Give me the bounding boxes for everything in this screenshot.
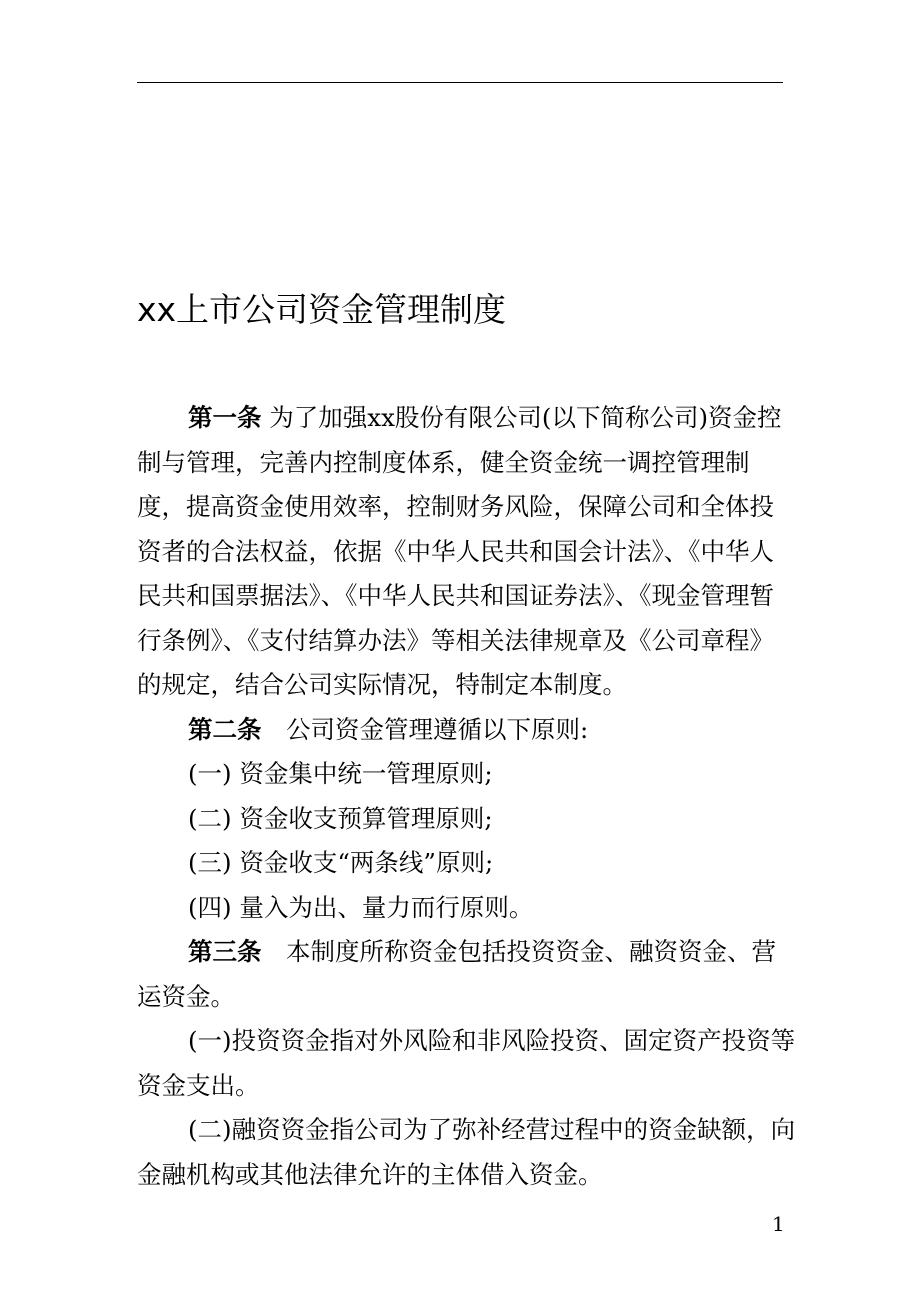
article-2-label: 第二条 — [188, 714, 262, 744]
article-3-clause-1: (一)投资资金指对外风险和非风险投资、固定资产投资等资金支出。 — [137, 1026, 796, 1100]
article-1 — [137, 396, 797, 708]
article-3 — [137, 930, 797, 1019]
article-2-text: 公司资金管理遵循以下原则: — [261, 714, 589, 744]
article-3-label: 第三条 — [188, 937, 262, 966]
principle-item: (一) 资金集中统一管理原则; — [188, 759, 493, 788]
article-2 — [137, 708, 797, 753]
principle-item: (二) 资金收支预算管理原则; — [188, 803, 493, 833]
article-3-clause-2: (二)融资资金指公司为了弥补经营过程中的资金缺额，向金融机构或其他法律允许的主体借入资金。 — [137, 1115, 796, 1189]
article-1-text: 为了加强xx股份有限公司(以下简称公司)资金控制与管理，完善内控制度体系，健全资金统一调控管理制度，提高资金使用效率，控制财务风险，保障公司和全体投资者的合法权益，依据《中华人民共和国会计法》、《中华人民共和国票据法》、《中华人民共和国证券法》、《现金管理暂行条例》、《支付结算办法》等相关法律规章及《公司章程》的规定，结合公司实际情况，特制定本制度。 — [137, 403, 782, 699]
principle-item: (四) 量入为出、量力而行原则。 — [188, 892, 534, 922]
page-number: 1 — [772, 1212, 785, 1236]
principle-item: (三) 资金收支“两条线”原则; — [188, 848, 494, 877]
document-body — [137, 396, 797, 1197]
document-title: xx上市公司资金管理制度 — [137, 290, 507, 329]
header-rule — [137, 82, 783, 83]
article-1-label: 第一条 — [188, 403, 262, 432]
article-3-text: 本制度所称资金包括投资资金、融资资金、营运资金。 — [137, 937, 776, 1011]
